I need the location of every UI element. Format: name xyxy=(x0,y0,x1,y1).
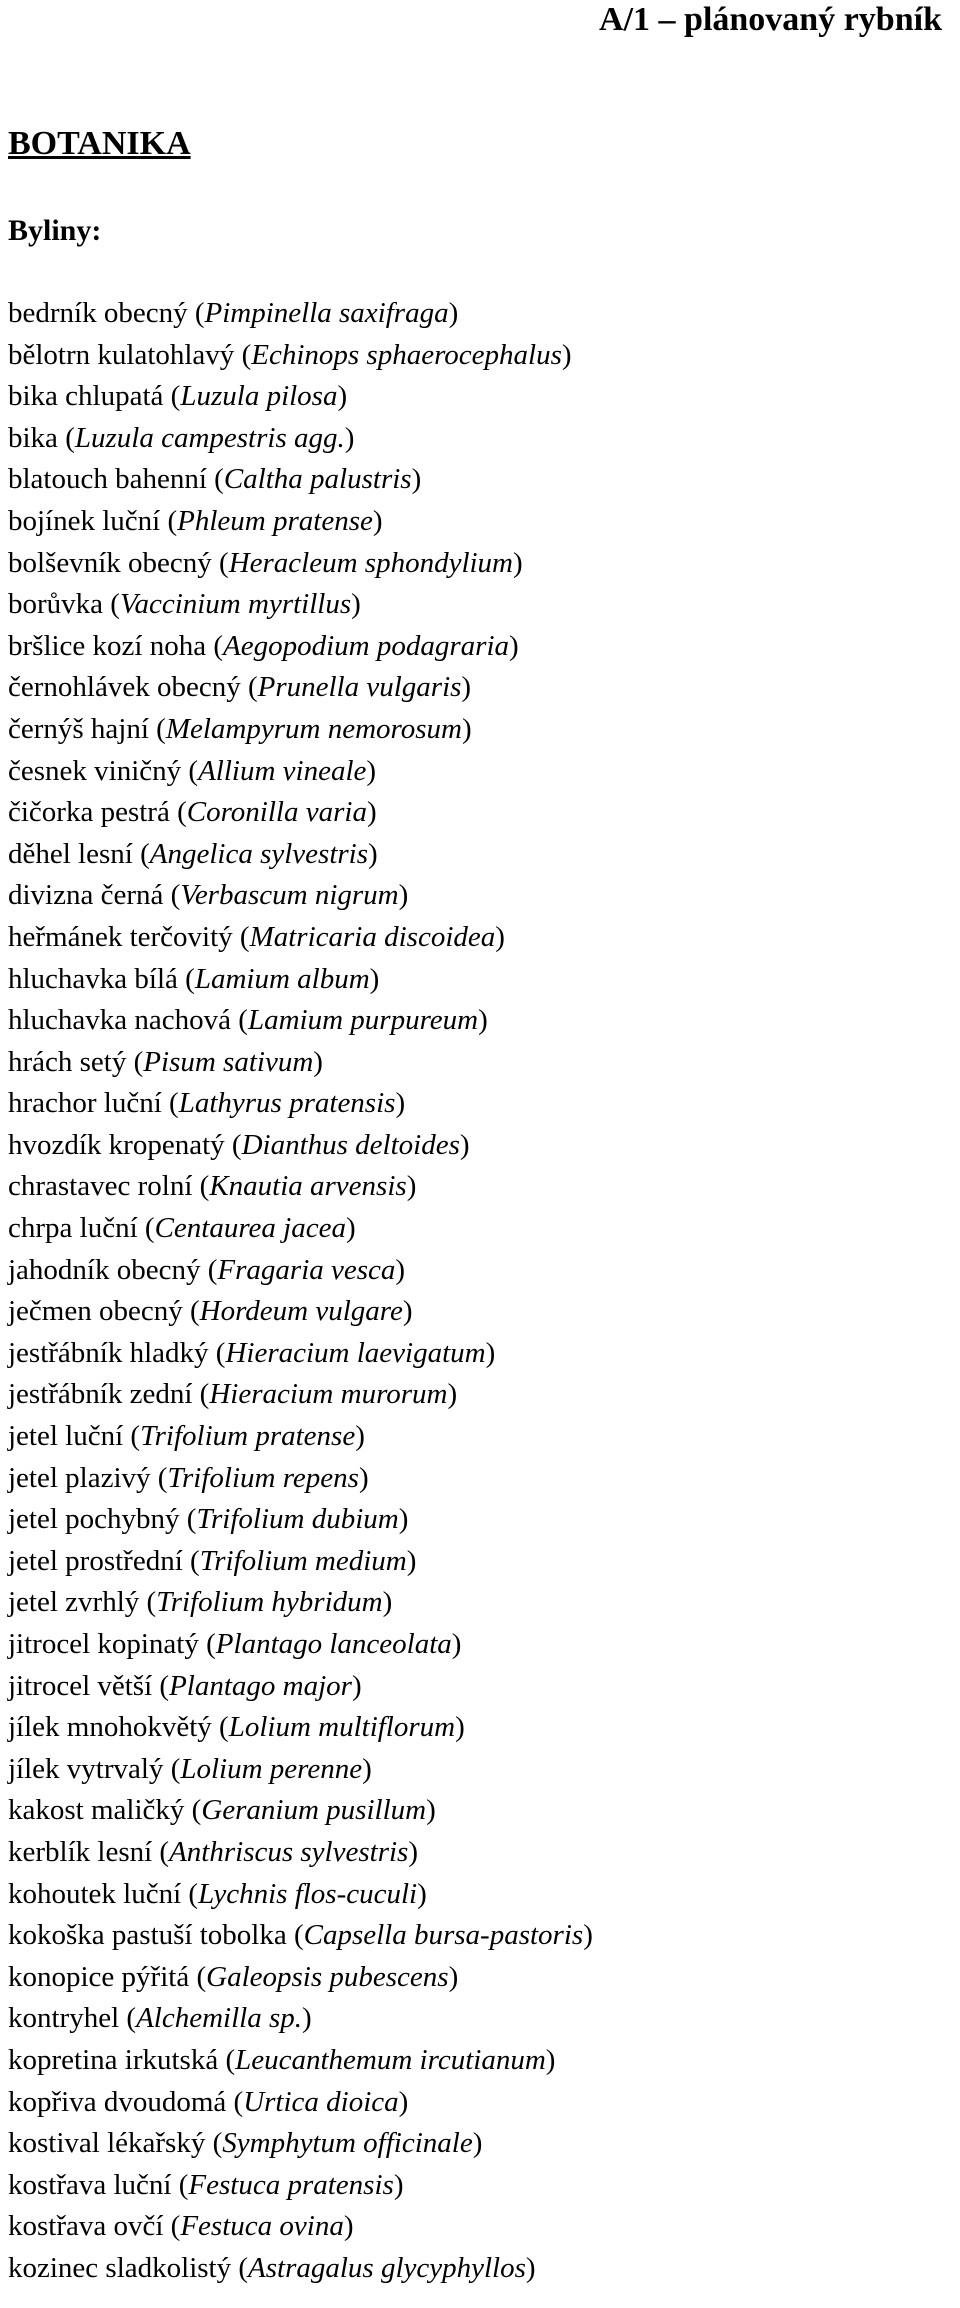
species-item: kostřava luční (Festuca pratensis) xyxy=(8,2168,404,2201)
species-item: kontryhel (Alchemilla sp.) xyxy=(8,2002,312,2035)
species-item: hluchavka nachová (Lamium purpureum) xyxy=(8,1004,488,1037)
species-latin-name: Plantago lanceolata xyxy=(215,1628,452,1660)
species-item: divizna černá (Verbascum nigrum) xyxy=(8,879,409,912)
species-czech-name: bělotrn kulatohlavý xyxy=(8,338,235,371)
subsection-title: Byliny: xyxy=(8,214,102,247)
species-latin-name: Geranium pusillum xyxy=(201,1794,427,1827)
species-czech-name: kozinec sladkolistý xyxy=(8,2251,232,2284)
species-item: jílek mnohokvětý (Lolium multiflorum) xyxy=(8,1711,465,1744)
species-latin-name: Lamium purpureum xyxy=(247,1004,479,1037)
species-latin-name: Alchemilla sp. xyxy=(136,2002,302,2035)
species-latin-name: Knautia arvensis xyxy=(209,1170,407,1203)
species-latin-name: Trifolium pratense xyxy=(140,1420,356,1453)
species-latin-name: Vaccinium myrtillus xyxy=(119,588,352,621)
species-item: jetel luční (Trifolium pratense) xyxy=(8,1420,365,1453)
species-item: bělotrn kulatohlavý (Echinops sphaerocephalus) xyxy=(8,338,572,371)
species-item: jestřábník zední (Hieracium murorum) xyxy=(8,1378,458,1411)
species-item: černohlávek obecný (Prunella vulgaris) xyxy=(8,671,472,704)
species-latin-name: Trifolium medium xyxy=(199,1544,407,1577)
species-czech-name: kerblík lesní xyxy=(8,1835,153,1868)
species-czech-name: bršlice kozí noha xyxy=(8,629,207,662)
species-latin-name: Urtica dioica xyxy=(243,2085,399,2118)
species-czech-name: kostival lékařský xyxy=(8,2127,206,2160)
species-item: konopice pýřitá (Galeopsis pubescens) xyxy=(8,1960,459,1993)
species-item: česnek viničný (Allium vineale) xyxy=(8,754,377,787)
species-item: chrpa luční (Centaurea jacea) xyxy=(8,1212,356,1245)
species-czech-name: kopretina irkutská xyxy=(8,2043,219,2076)
species-latin-name: Plantago major xyxy=(169,1669,352,1702)
species-czech-name: bedrník obecný xyxy=(8,297,188,329)
species-czech-name: kontryhel xyxy=(8,2002,120,2035)
species-item: kakost maličký (Geranium pusillum) xyxy=(8,1794,436,1827)
species-czech-name: hvozdík kropenatý xyxy=(8,1128,225,1161)
species-item: děhel lesní (Angelica sylvestris) xyxy=(8,837,378,870)
species-item: heřmánek terčovitý (Matricaria discoidea) xyxy=(8,920,505,953)
species-latin-name: Symphytum officinale xyxy=(222,2127,473,2160)
species-latin-name: Coronilla varia xyxy=(186,796,367,829)
species-czech-name: kakost maličký xyxy=(8,1794,185,1827)
species-czech-name: kostřava ovčí xyxy=(8,2210,164,2243)
species-item: ječmen obecný (Hordeum vulgare) xyxy=(8,1295,413,1328)
species-czech-name: bojínek luční xyxy=(8,504,161,537)
species-latin-name: Fragaria vesca xyxy=(217,1253,396,1286)
species-latin-name: Lolium perenne xyxy=(180,1752,363,1785)
species-czech-name: jílek vytrvalý xyxy=(8,1752,164,1785)
species-item: kostřava ovčí (Festuca ovina) xyxy=(8,2210,354,2243)
species-item: chrastavec rolní (Knautia arvensis) xyxy=(8,1170,417,1203)
species-czech-name: bolševník obecný xyxy=(8,546,212,579)
species-latin-name: Luzula campestris agg. xyxy=(74,421,345,454)
species-latin-name: Allium vineale xyxy=(198,754,367,787)
species-latin-name: Angelica sylvestris xyxy=(149,837,369,870)
species-latin-name: Festuca pratensis xyxy=(188,2168,394,2201)
species-czech-name: kostřava luční xyxy=(8,2168,172,2201)
species-item: hrách setý (Pisum sativum) xyxy=(8,1045,323,1078)
species-latin-name: Lamium album xyxy=(194,962,370,995)
species-czech-name: černýš hajní xyxy=(8,712,149,745)
species-latin-name: Leucanthemum ircutianum xyxy=(235,2043,546,2076)
species-czech-name: jetel pochybný xyxy=(8,1503,180,1536)
section-title: BOTANIKA xyxy=(8,125,191,162)
species-czech-name: divizna černá xyxy=(8,879,164,912)
species-latin-name: Luzula pilosa xyxy=(180,380,338,413)
species-czech-name: jetel zvrhlý xyxy=(8,1586,140,1619)
species-latin-name: Melampyrum nemorosum xyxy=(165,712,462,745)
species-latin-name: Verbascum nigrum xyxy=(180,879,399,912)
species-czech-name: hrách setý xyxy=(8,1045,127,1078)
species-latin-name: Aegopodium podagraria xyxy=(223,629,509,662)
species-latin-name: Centaurea jacea xyxy=(154,1212,346,1245)
species-latin-name: Matricaria discoidea xyxy=(249,920,496,953)
species-item: jahodník obecný (Fragaria vesca) xyxy=(8,1253,406,1286)
species-item: kopřiva dvoudomá (Urtica dioica) xyxy=(8,2085,409,2118)
species-latin-name: Lolium multiflorum xyxy=(228,1711,456,1744)
species-czech-name: jitrocel kopinatý xyxy=(8,1628,199,1660)
species-item: bedrník obecný (Pimpinella saxifraga) xyxy=(8,297,459,329)
species-item: hluchavka bílá (Lamium album) xyxy=(8,962,380,995)
species-latin-name: Lathyrus pratensis xyxy=(178,1087,396,1120)
species-czech-name: bika xyxy=(8,421,58,454)
species-latin-name: Trifolium hybridum xyxy=(156,1586,383,1619)
species-latin-name: Hordeum vulgare xyxy=(199,1295,403,1328)
species-latin-name: Heracleum sphondylium xyxy=(228,546,513,579)
species-latin-name: Pisum sativum xyxy=(143,1045,314,1078)
species-czech-name: blatouch bahenní xyxy=(8,463,207,496)
species-latin-name: Hieracium laevigatum xyxy=(225,1336,486,1369)
species-czech-name: jílek mnohokvětý xyxy=(8,1711,212,1744)
species-czech-name: jetel luční xyxy=(8,1420,124,1453)
species-item: jetel pochybný (Trifolium dubium) xyxy=(8,1503,409,1536)
species-czech-name: kokoška pastuší tobolka xyxy=(8,1919,287,1952)
species-czech-name: jitrocel větší xyxy=(8,1669,153,1702)
species-latin-name: Prunella vulgaris xyxy=(257,671,462,704)
species-item: čičorka pestrá (Coronilla varia) xyxy=(8,796,377,829)
species-item: jitrocel větší (Plantago major) xyxy=(8,1669,362,1702)
species-czech-name: černohlávek obecný xyxy=(8,671,241,704)
species-latin-name: Festuca ovina xyxy=(180,2210,344,2243)
species-czech-name: jetel plazivý xyxy=(8,1461,151,1494)
species-item: jetel prostřední (Trifolium medium) xyxy=(8,1544,417,1577)
species-item: jetel plazivý (Trifolium repens) xyxy=(8,1461,369,1494)
species-czech-name: děhel lesní xyxy=(8,837,133,870)
species-czech-name: jestřábník hladký xyxy=(8,1336,209,1369)
species-czech-name: ječmen obecný xyxy=(8,1295,183,1328)
species-item: jetel zvrhlý (Trifolium hybridum) xyxy=(8,1586,393,1619)
species-czech-name: česnek viničný xyxy=(8,754,182,787)
species-czech-name: bika chlupatá xyxy=(8,380,164,413)
species-latin-name: Anthriscus sylvestris xyxy=(169,1835,409,1868)
species-item: bika (Luzula campestris agg.) xyxy=(8,421,355,454)
species-item: kohoutek luční (Lychnis flos-cuculi) xyxy=(8,1877,427,1910)
species-latin-name: Dianthus deltoides xyxy=(241,1128,460,1161)
species-latin-name: Pimpinella saxifraga xyxy=(204,297,449,329)
species-item: kerblík lesní (Anthriscus sylvestris) xyxy=(8,1835,419,1868)
species-czech-name: jestřábník zední xyxy=(8,1378,193,1411)
species-item: hvozdík kropenatý (Dianthus deltoides) xyxy=(8,1128,470,1161)
species-latin-name: Echinops sphaerocephalus xyxy=(251,338,562,371)
species-czech-name: jahodník obecný xyxy=(8,1253,201,1286)
species-item: kokoška pastuší tobolka (Capsella bursa-pastoris) xyxy=(8,1919,593,1952)
species-czech-name: konopice pýřitá xyxy=(8,1960,190,1993)
species-item: kopretina irkutská (Leucanthemum ircutianum) xyxy=(8,2043,556,2076)
species-item: jitrocel kopinatý (Plantago lanceolata) xyxy=(8,1628,462,1660)
species-czech-name: heřmánek terčovitý xyxy=(8,920,233,953)
species-item: jílek vytrvalý (Lolium perenne) xyxy=(8,1752,372,1785)
species-latin-name: Caltha palustris xyxy=(223,463,412,496)
species-czech-name: hrachor luční xyxy=(8,1087,162,1120)
species-czech-name: chrastavec rolní xyxy=(8,1170,193,1203)
species-czech-name: borůvka xyxy=(8,588,104,621)
species-czech-name: čičorka pestrá xyxy=(8,796,170,829)
species-latin-name: Phleum pratense xyxy=(177,504,373,537)
species-latin-name: Hieracium murorum xyxy=(209,1378,448,1411)
species-item: kozinec sladkolistý (Astragalus glycyphyllos) xyxy=(8,2251,536,2284)
species-item: hrachor luční (Lathyrus pratensis) xyxy=(8,1087,406,1120)
species-item: jestřábník hladký (Hieracium laevigatum) xyxy=(8,1336,496,1369)
species-czech-name: chrpa luční xyxy=(8,1212,138,1245)
species-item: bojínek luční (Phleum pratense) xyxy=(8,504,383,537)
species-czech-name: jetel prostřední xyxy=(8,1544,183,1577)
species-item: blatouch bahenní (Caltha palustris) xyxy=(8,463,422,496)
document-title: A/1 – plánovaný rybník xyxy=(599,1,942,38)
species-latin-name: Trifolium dubium xyxy=(196,1503,399,1536)
species-list xyxy=(8,293,593,2290)
species-item: kostival lékařský (Symphytum officinale) xyxy=(8,2127,483,2160)
species-item: bršlice kozí noha (Aegopodium podagraria) xyxy=(8,629,519,662)
species-czech-name: hluchavka nachová xyxy=(8,1004,232,1037)
species-item: černýš hajní (Melampyrum nemorosum) xyxy=(8,712,472,745)
species-latin-name: Galeopsis pubescens xyxy=(206,1960,449,1993)
species-czech-name: kopřiva dvoudomá xyxy=(8,2085,227,2118)
species-item: bolševník obecný (Heracleum sphondylium) xyxy=(8,546,523,579)
species-czech-name: kohoutek luční xyxy=(8,1877,182,1910)
species-latin-name: Trifolium repens xyxy=(167,1461,359,1494)
species-latin-name: Lychnis flos-cuculi xyxy=(198,1877,418,1910)
species-latin-name: Astragalus glycyphyllos xyxy=(248,2251,526,2284)
species-item: bika chlupatá (Luzula pilosa) xyxy=(8,380,348,413)
species-item: borůvka (Vaccinium myrtillus) xyxy=(8,588,361,621)
species-czech-name: hluchavka bílá xyxy=(8,962,178,995)
species-latin-name: Capsella bursa-pastoris xyxy=(303,1919,584,1952)
